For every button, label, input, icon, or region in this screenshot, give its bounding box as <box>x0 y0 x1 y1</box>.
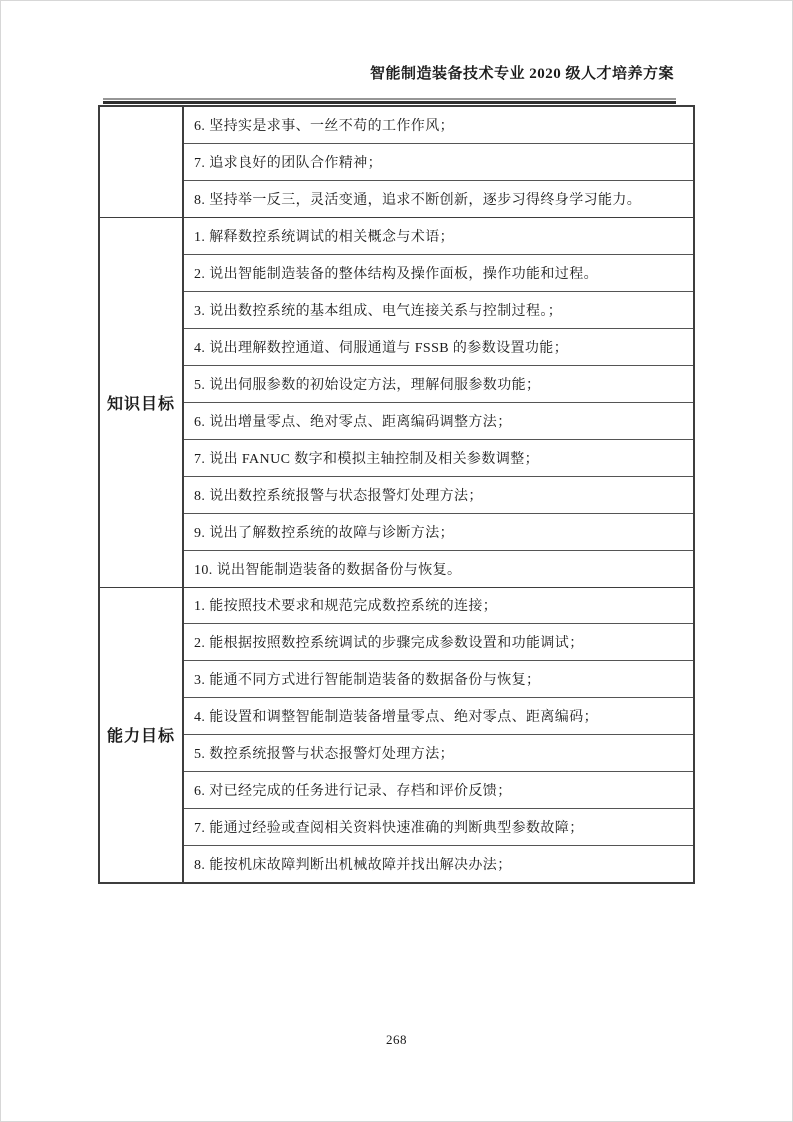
objectives-table <box>98 105 695 884</box>
objective-item: 5. 说出伺服参数的初始设定方法，理解伺服参数功能； <box>184 365 693 402</box>
objective-item: 1. 能按照技术要求和规范完成数控系统的连接； <box>194 599 498 615</box>
section-label: 知识目标 <box>100 218 184 586</box>
objective-item: 7. 说出 FANUC 数字和模拟主轴控制及相关参数调整； <box>184 439 693 476</box>
table-section <box>100 217 693 586</box>
objective-item: 8. 坚持举一反三，灵活变通，追求不断创新，逐步习得终身学习能力。 <box>184 180 693 217</box>
section-items <box>184 218 693 586</box>
objective-item: 8. 能按机床故障判断出机械故障并找出解决办法； <box>184 845 693 882</box>
objective-item: 10. 说出智能制造装备的数据备份与恢复。 <box>184 550 693 587</box>
objective-item: 2. 说出智能制造装备的整体结构及操作面板，操作功能和过程。 <box>184 254 693 291</box>
objective-item: 3. 说出数控系统的基本组成、电气连接关系与控制过程。； <box>184 291 693 328</box>
header-rule <box>103 98 676 104</box>
objective-item: 5. 数控系统报警与状态报警灯处理方法； <box>184 734 693 771</box>
objective-item: 4. 说出理解数控通道、伺服通道与 FSSB 的参数设置功能； <box>184 328 693 365</box>
objective-item: 3. 能通不同方式进行智能制造装备的数据备份与恢复； <box>184 660 693 697</box>
objective-item: 6. 说出增量零点、绝对零点、距离编码调整方法； <box>184 402 693 439</box>
section-items <box>184 107 693 217</box>
objective-item: 7. 追求良好的团队合作精神； <box>184 143 693 180</box>
page-number: 268 <box>386 1032 407 1047</box>
objective-item: 6. 对已经完成的任务进行记录、存档和评价反馈； <box>184 771 693 808</box>
objective-item: 4. 能设置和调整智能制造装备增量零点、绝对零点、距离编码； <box>184 697 693 734</box>
page-header-title: 智能制造装备技术专业 2020 级人才培养方案 <box>369 66 674 82</box>
section-label: 能力目标 <box>100 588 184 882</box>
section-items <box>184 588 693 882</box>
objective-item: 2. 能根据按照数控系统调试的步骤完成参数设置和功能调试； <box>184 623 693 660</box>
table-section <box>100 587 693 882</box>
table-section <box>100 107 693 217</box>
objective-item: 9. 说出了解数控系统的故障与诊断方法； <box>184 513 693 550</box>
objective-item: 1. 解释数控系统调试的相关概念与术语； <box>194 230 454 246</box>
objective-item: 7. 能通过经验或查阅相关资料快速准确的判断典型参数故障； <box>184 808 693 845</box>
section-label <box>100 107 184 217</box>
objective-item: 8. 说出数控系统报警与状态报警灯处理方法； <box>184 476 693 513</box>
objective-item: 6. 坚持实是求事、一丝不苟的工作作风； <box>194 119 454 135</box>
